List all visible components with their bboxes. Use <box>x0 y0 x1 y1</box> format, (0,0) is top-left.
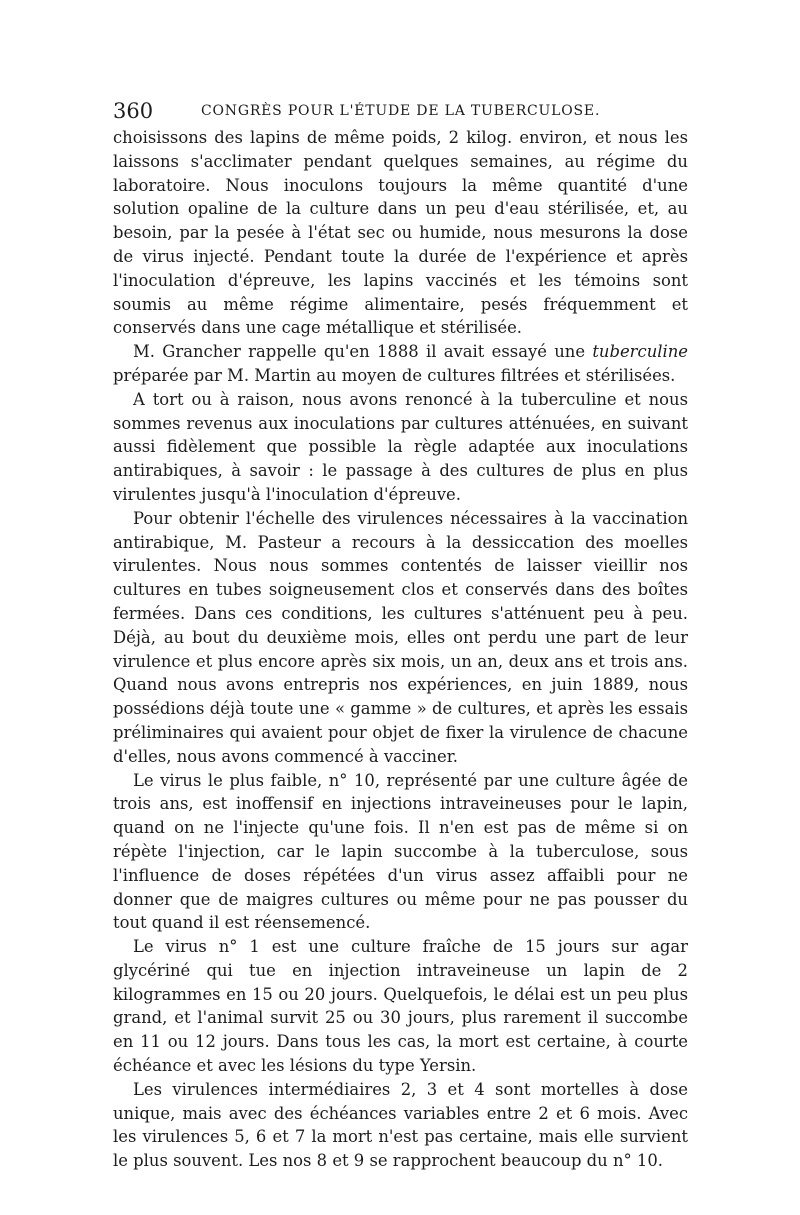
paragraph: Le virus le plus faible, n° 10, représenté par une culture âgée de trois ans, est inoffensif en injections intraveineuses pour le lapin, quand on ne l'injecte qu'une fois. Il n'en est pas de même si on répète l'injection, car le lapin succombe à la tuberculose, sous l'influence de doses répétées d'un virus assez affaibli pour ne donner que de maigres cultures ou même pour ne pas pousser du tout quand il est réensemencé. <box>113 770 688 933</box>
paragraph-text: préparée par M. Martin au moyen de cultures filtrées et stérilisées. <box>113 365 676 385</box>
paragraph: Les virulences intermédiaires 2, 3 et 4 sont mortelles à dose unique, mais avec des échéances variables entre 2 et 6 mois. Avec les virulences 5, 6 et 7 la mort n'est pas certaine, mais elle survient le plus souvent. Les nos 8 et 9 se rapprochent beaucoup du n° 10. <box>113 1079 688 1171</box>
paragraph: Le virus n° 1 est une culture fraîche de 15 jours sur agar glycériné qui tue en injection intraveineuse un lapin de 2 kilogrammes en 15 ou 20 jours. Quelquefois, le délai est un peu plus grand, et l'animal survit 25 ou 30 jours, plus rarement il succombe en 11 ou 12 jours. Dans tous les cas, la mort est certaine, à courte échéance et avec les lésions du type Yersin. <box>113 937 688 1076</box>
paragraph: A tort ou à raison, nous avons renoncé à la tuberculine et nous sommes revenus aux inoculations par cultures atténuées, en suivant aussi fidèlement que possible la règle adaptée aux inoculations antirabiques, à savoir : le passage à des cultures de plus en plus virulentes jusqu'à l'inoculation d'épreuve. <box>113 389 688 504</box>
paragraph-text: M. Grancher rappelle qu'en 1888 il avait essayé une <box>133 342 593 362</box>
paragraph: Pour obtenir l'échelle des virulences nécessaires à la vaccination antirabique, M. Pasteur a recours à la dessiccation des moelles virulentes. Nous nous sommes contentés de laisser vieillir nos cultures en tubes soigneusement clos et conservés dans des boîtes fermées. Dans ces conditions, les cultures s'atténuent peu à peu. Déjà, au bout du deuxième mois, elles ont perdu une part de leur virulence et plus encore après six mois, un an, deux ans et trois ans. Quand nous avons entrepris nos expériences, en juin 1889, nous possédions déjà toute une « gamme » de cultures, et après les essais préliminaires qui avaient pour objet de fixer la virulence de chacune d'elles, nous avons commencé à vacciner. <box>113 508 688 766</box>
page-header <box>113 98 688 124</box>
italic-term: tuberculine <box>592 342 688 362</box>
body-text <box>113 126 688 1173</box>
page-number: 360 <box>113 99 154 123</box>
paragraph <box>113 340 688 388</box>
paragraph: choisissons des lapins de même poids, 2 kilog. environ, et nous les laissons s'acclimater pendant quelques semaines, au régime du laboratoire. Nous inoculons toujours la même quantité d'une solution opaline de la culture dans un peu d'eau stérilisée, et, au besoin, par la pesée à l'état sec ou humide, nous mesurons la dose de virus injecté. Pendant toute la durée de l'expérience et après l'inoculation d'épreuve, les lapins vaccinés et les témoins sont soumis au même régime alimentaire, pesés fréquemment et conservés dans une cage métallique et stérilisée. <box>113 128 688 338</box>
book-page <box>113 98 688 1173</box>
running-title: CONGRÈS POUR L'ÉTUDE DE LA TUBERCULOSE. <box>201 103 601 119</box>
